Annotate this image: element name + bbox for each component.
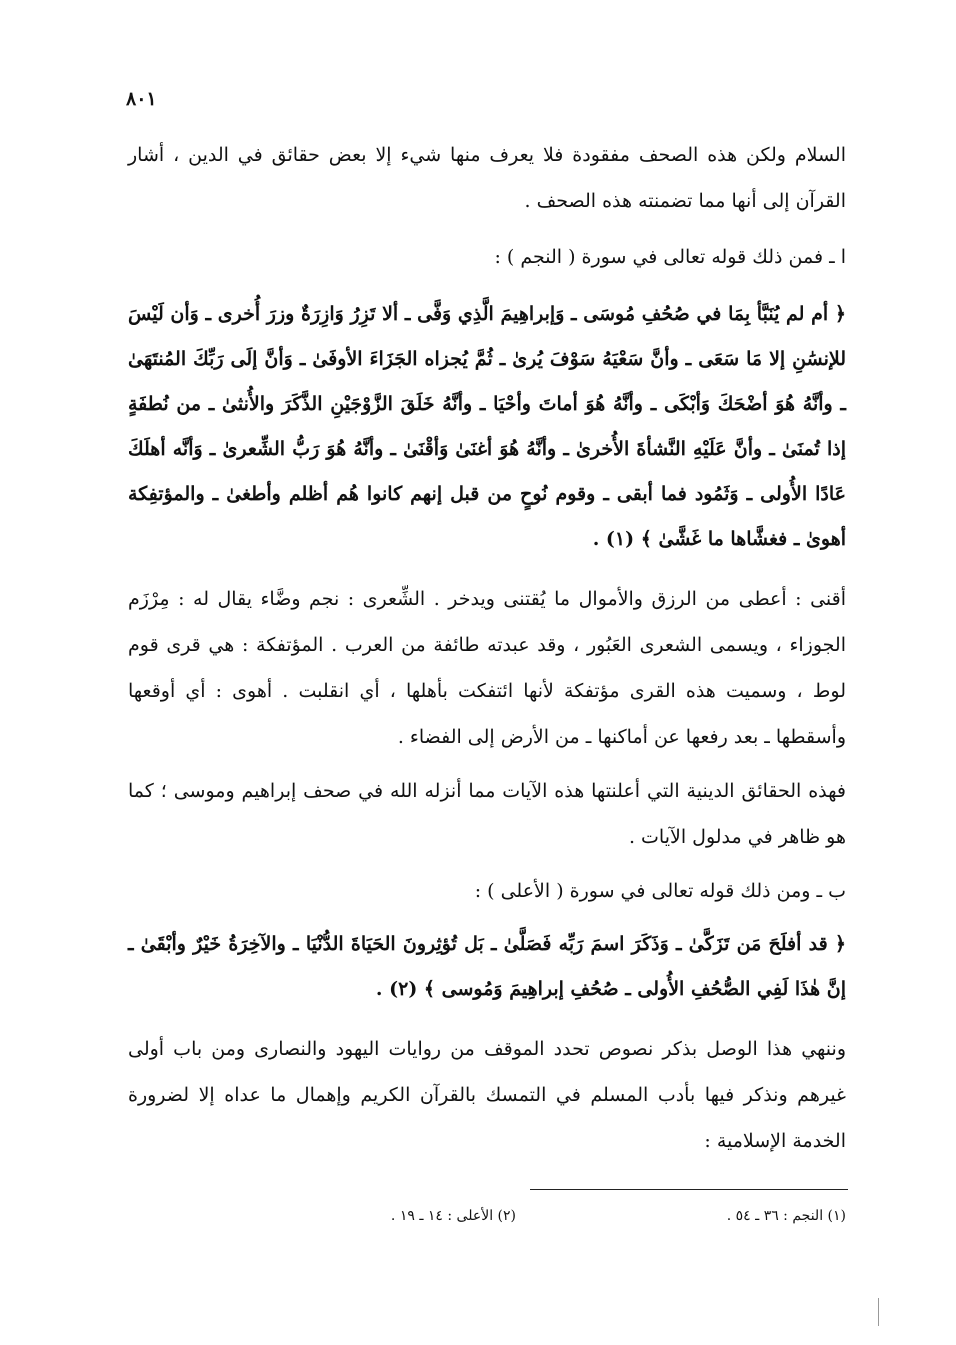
paragraph-glossary: أقنى : أعطى من الرزق والأموال ما يُقتنى ويدخر . الشِّعرى : نجم وضَّاء يقال له : مِرْزَم الجوزاء ، ويسمى الشعرى العَبُور ، وقد عبدته طائفة من العرب . المؤتفكة : هي قرى قوم لوط ، وسميت هذه القرى مؤتفكة لأنها ائتفكت بأهلها ، أي انقلبت . أهوى : أي أوقعها وأسقطها ـ بعد رفعها عن أماكنها ـ من الأرض إلى الفضاء . — [128, 588, 846, 748]
footnote-1: (١) النجم : ٣٦ ـ ٥٤ . — [726, 1208, 846, 1224]
footnotes — [128, 1208, 846, 1236]
quran-verses-ala: ﴿ قد أفلَحَ مَن تَزَكَّىٰ ـ وَذَكَرَ اسمَ رَبِّه فَصَلَّىٰ ـ بَل تُؤثِرونَ الحَيَاةَ الدُّنْيَا ـ والآخِرَةُ خَيْرٌ وأبْقَىٰ ـ إنَّ هٰذَا لَفِي الصُّحُفِ الأُولى ـ صُحُفِ إبراهِيمَ وَمُوسى ﴾ (٢) . — [128, 933, 846, 1000]
paragraph-intro: السلام ولكن هذه الصحف مفقودة فلا يعرف منها شيء إلا بعض حقائق في الدين ، أشار القرآن إلى أنها مما تضمنته هذه الصحف . — [128, 144, 846, 212]
paragraph-conclusion-a: فهذه الحقائق الدينية التي أعلنتها هذه الآيات مما أنزله الله في صحف إبراهيم وموسى ؛ كما هو ظاهر في مدلول الآيات . — [128, 780, 846, 848]
margin-mark — [878, 1298, 879, 1326]
quran-verses-najm: ﴿ أم لم يُنَبَّأ بِمَا في صُحُفِ مُوسَى ـ وَإبراهِيمَ الَّذِي وَفَّى ـ ألا تَزِرُ وَازِرَةٌ وزرَ أُخرى ـ وَأن لَيْسَ للإنسَٰنِ إلا مَا سَعَى ـ وأنَّ سَعْيَهُ سَوْفَ يُرىٰ ـ ثُمَّ يُجزاه الجَزَاءَ الأوفَىٰ ـ وَأنَّ إلَى رَبِّكَ المُنتَهَىٰ ـ وأنَّهُ هُوَ أضْحَكَ وَأبْكَى ـ وأنَّهُ هُوَ أماتَ وأحْيَا ـ وأنَّهُ خَلَقَ الزَّوْجَيْنِ الذَّكَرَ والأُنثىٰ ـ من نُطفَةٍ إذا تُمنَىٰ ـ وأنَّ عَلَيْهِ النَّشأةَ الأُخرىٰ ـ وأنَّهُ هُوَ أغنَىٰ وَأقْنَىٰ ـ وأنَّهُ هُوَ رَبُّ الشِّعرىٰ ـ وَأنَّه أهلَكَ عَادًا الأُولى ـ وَثَمُود فما أبقى ـ وقوم نُوحٍ من قبل إنهم كانوا هُم أظلم وأطغىٰ ـ والمؤتفِكة أهوىٰ ـ فغشَّاها ما غَشَّىٰ ﴾ (١) . — [128, 303, 846, 550]
section-b-heading: ب ـ ومن ذلك قوله تعالى في سورة ( الأعلى ) : — [474, 880, 846, 902]
footnote-2: (٢) الأعلى : ١٤ ـ ١٩ . — [390, 1208, 516, 1224]
page-number: ٨٠١ — [126, 88, 157, 110]
section-a-heading: ا ـ فمن ذلك قوله تعالى في سورة ( النجم ) : — [494, 246, 846, 268]
footnote-divider — [530, 1189, 848, 1190]
paragraph-closing: وننهي هذا الوصل بذكر نصوص تحدد الموقف من روايات اليهود والنصارى ومن باب أولى غيرهم ونذكر فيها بأدب المسلم في التمسك بالقرآن الكريم وإهمال ما عداه إلا لضرورة الخدمة الإسلامية : — [128, 1038, 846, 1152]
